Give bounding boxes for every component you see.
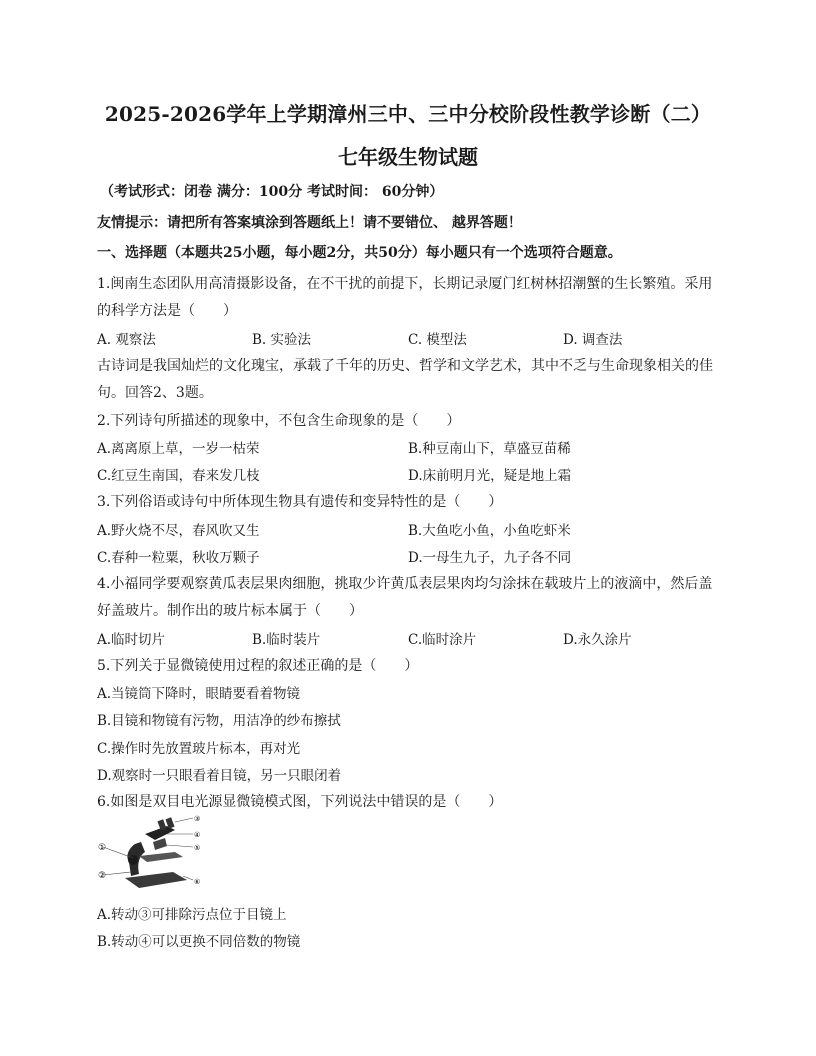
question-4-option-d: D.永久涂片 (563, 632, 632, 648)
question-6-option-b: B.转动④可以更换不同倍数的物镜 (97, 934, 301, 950)
section-heading: 一、选择题（本题共25小题，每小题2分，共50分）每小题只有一个选项符合题意。 (97, 245, 622, 261)
question-2-option-b: B.种豆南山下，草盛豆苗稀 (408, 441, 571, 457)
question-3-option-d: D.一母生九子，九子各不同 (408, 550, 572, 566)
leader-line-3 (175, 818, 193, 822)
microscope-stage (139, 852, 183, 862)
question-5-option-d: D.观察时一只眼看着目镜，另一只眼闭着 (97, 768, 342, 784)
question-6-stem: 6.如图是双目电光源显微镜模式图，下列说法中错误的是（ ） (97, 794, 503, 810)
question-1-option-c: C. 模型法 (408, 332, 467, 348)
question-5-stem: 5.下列关于显微镜使用过程的叙述正确的是（ ） (97, 658, 419, 674)
question-4-stem-line1: 4.小福同学要观察黄瓜表层果肉细胞，挑取少许黄瓜表层果肉均匀涂抹在载玻片上的液滴中，然后盖 (97, 576, 713, 592)
question-1-option-d: D. 调查法 (563, 332, 623, 348)
figure-label-5: ⑤ (194, 844, 201, 852)
question-5-option-c: C.操作时先放置玻片标本，再对光 (97, 741, 301, 757)
exam-subtitle: 七年级生物试题 (338, 145, 478, 169)
question-3-option-a: A.野火烧不尽，春风吹又生 (97, 523, 260, 539)
passage-intro-line1: 古诗词是我国灿烂的文化瑰宝，承载了千年的历史、哲学和文学艺术，其中不乏与生命现象相关的佳 (97, 358, 713, 374)
question-1-stem-line1: 1.闽南生态团队用高清摄影设备，在不干扰的前提下，长期记录厦门红树林招潮蟹的生长繁殖。采用 (97, 276, 713, 292)
leader-line-5 (167, 845, 193, 847)
question-3-stem: 3.下列俗语或诗句中所体现生物具有遗传和变异特性的是（ ） (97, 494, 503, 510)
leader-line-2 (103, 872, 131, 875)
question-2-option-c: C.红豆生南国，春来发几枝 (97, 468, 260, 484)
exam-title: 2025-2026学年上学期漳州三中、三中分校阶段性教学诊断（二） (104, 102, 712, 126)
reminder: 友情提示：请把所有答案填涂到答题纸上！请不要错位、 越界答题！ (97, 215, 522, 231)
question-4-stem-line2: 好盖玻片。制作出的玻片标本属于（ ） (97, 603, 363, 619)
question-4-option-a: A.临时切片 (97, 632, 166, 648)
figure-label-3: ③ (194, 815, 201, 823)
question-4-option-c: C.临时涂片 (408, 632, 477, 648)
question-1-option-b: B. 实验法 (252, 332, 312, 348)
question-3-option-b: B.大鱼吃小鱼，小鱼吃虾米 (408, 523, 571, 539)
figure-label-6: ⑥ (194, 878, 201, 886)
question-1-stem-line2: 的科学方法是（ ） (97, 303, 237, 319)
question-2-option-d: D.床前明月光，疑是地上霜 (408, 468, 572, 484)
figure-label-2: ② (98, 871, 107, 881)
question-3-option-c: C.春种一粒粟，秋收万颗子 (97, 550, 260, 566)
question-2-stem: 2.下列诗句所描述的现象中，不包含生命现象的是（ ） (97, 413, 461, 429)
microscope-diagram (95, 812, 205, 892)
figure-label-1: ① (98, 843, 107, 853)
question-6-option-a: A.转动③可排除污点位于目镜上 (97, 907, 287, 923)
question-2-option-a: A.离离原上草，一岁一枯荣 (97, 441, 260, 457)
figure-label-4: ④ (194, 831, 201, 839)
question-4-option-b: B.临时装片 (252, 632, 321, 648)
passage-intro-line2: 句。回答2、3题。 (97, 385, 213, 401)
exam-info: （考试形式：闭卷 满分：100分 考试时间： 60分钟） (100, 184, 444, 200)
question-1-option-a: A. 观察法 (97, 332, 156, 348)
question-5-option-a: A.当镜筒下降时，眼睛要看着物镜 (97, 686, 301, 702)
question-5-option-b: B.目镜和物镜有污物，用洁净的纱布擦拭 (97, 713, 341, 729)
